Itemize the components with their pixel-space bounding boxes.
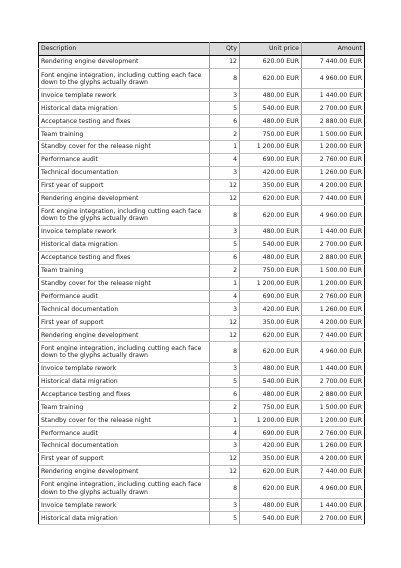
table-row — [39, 205, 365, 226]
cell-amount: 4 960.00 EUR — [302, 68, 365, 89]
cell-amount: 1 440.00 EUR — [302, 226, 365, 239]
line-items-table — [38, 42, 365, 525]
cell-unit-price: 750.00 EUR — [240, 128, 302, 141]
cell-qty: 3 — [210, 89, 240, 102]
table-row — [39, 290, 365, 303]
cell-unit-price: 750.00 EUR — [240, 264, 302, 277]
cell-qty: 3 — [210, 362, 240, 375]
cell-qty: 12 — [210, 452, 240, 465]
cell-description: Rendering engine development — [39, 465, 210, 478]
cell-unit-price: 620.00 EUR — [240, 342, 302, 363]
cell-description: Team training — [39, 128, 210, 141]
cell-qty: 5 — [210, 512, 240, 525]
cell-amount: 2 880.00 EUR — [302, 115, 365, 128]
table-row — [39, 226, 365, 239]
column-header-amount: Amount — [302, 43, 365, 56]
table-row — [39, 264, 365, 277]
cell-qty: 6 — [210, 251, 240, 264]
cell-qty: 2 — [210, 264, 240, 277]
cell-unit-price: 1 200.00 EUR — [240, 414, 302, 427]
table-body — [39, 56, 365, 525]
cell-qty: 1 — [210, 141, 240, 154]
cell-amount: 4 960.00 EUR — [302, 205, 365, 226]
cell-description: First year of support — [39, 179, 210, 192]
cell-qty: 12 — [210, 192, 240, 205]
cell-description: Technical documentation — [39, 166, 210, 179]
table-row — [39, 401, 365, 414]
table-row — [39, 277, 365, 290]
table-row — [39, 56, 365, 69]
cell-unit-price: 690.00 EUR — [240, 427, 302, 440]
cell-unit-price: 750.00 EUR — [240, 401, 302, 414]
cell-unit-price: 350.00 EUR — [240, 316, 302, 329]
cell-unit-price: 690.00 EUR — [240, 290, 302, 303]
cell-amount: 2 700.00 EUR — [302, 238, 365, 251]
cell-amount: 2 700.00 EUR — [302, 512, 365, 525]
cell-description: Historical data migration — [39, 102, 210, 115]
table-row — [39, 452, 365, 465]
cell-description: Invoice template rework — [39, 499, 210, 512]
cell-amount: 4 200.00 EUR — [302, 179, 365, 192]
table-row — [39, 316, 365, 329]
cell-qty: 3 — [210, 226, 240, 239]
table-row — [39, 251, 365, 264]
cell-unit-price: 620.00 EUR — [240, 68, 302, 89]
cell-qty: 6 — [210, 388, 240, 401]
table-row — [39, 478, 365, 499]
table-row — [39, 512, 365, 525]
cell-unit-price: 480.00 EUR — [240, 115, 302, 128]
cell-unit-price: 350.00 EUR — [240, 179, 302, 192]
cell-unit-price: 420.00 EUR — [240, 303, 302, 316]
cell-description: Standby cover for the release night — [39, 277, 210, 290]
cell-unit-price: 350.00 EUR — [240, 452, 302, 465]
cell-description: Invoice template rework — [39, 226, 210, 239]
cell-unit-price: 420.00 EUR — [240, 440, 302, 453]
cell-description: Rendering engine development — [39, 192, 210, 205]
cell-amount: 1 440.00 EUR — [302, 89, 365, 102]
cell-unit-price: 1 200.00 EUR — [240, 141, 302, 154]
cell-description: Team training — [39, 264, 210, 277]
cell-amount: 1 200.00 EUR — [302, 414, 365, 427]
table-row — [39, 329, 365, 342]
cell-description: Performance audit — [39, 153, 210, 166]
column-header-description: Description — [39, 43, 210, 56]
table-row — [39, 102, 365, 115]
cell-amount: 1 260.00 EUR — [302, 440, 365, 453]
cell-amount: 2 760.00 EUR — [302, 427, 365, 440]
cell-qty: 12 — [210, 316, 240, 329]
cell-amount: 7 440.00 EUR — [302, 329, 365, 342]
cell-unit-price: 480.00 EUR — [240, 388, 302, 401]
cell-unit-price: 620.00 EUR — [240, 465, 302, 478]
table-row — [39, 375, 365, 388]
table-row — [39, 499, 365, 512]
table-row — [39, 141, 365, 154]
cell-description: Historical data migration — [39, 238, 210, 251]
cell-qty: 8 — [210, 205, 240, 226]
cell-amount: 4 960.00 EUR — [302, 342, 365, 363]
cell-amount: 1 260.00 EUR — [302, 166, 365, 179]
cell-description: Acceptance testing and fixes — [39, 388, 210, 401]
cell-amount: 2 700.00 EUR — [302, 375, 365, 388]
cell-amount: 1 440.00 EUR — [302, 499, 365, 512]
cell-unit-price: 620.00 EUR — [240, 192, 302, 205]
table-row — [39, 166, 365, 179]
cell-description: Font engine integration, including cutting each face down to the glyphs actually drawn — [39, 478, 210, 499]
cell-amount: 2 880.00 EUR — [302, 251, 365, 264]
table-row — [39, 414, 365, 427]
cell-amount: 1 500.00 EUR — [302, 264, 365, 277]
table-row — [39, 192, 365, 205]
cell-qty: 3 — [210, 499, 240, 512]
cell-qty: 2 — [210, 128, 240, 141]
cell-unit-price: 620.00 EUR — [240, 329, 302, 342]
cell-unit-price: 1 200.00 EUR — [240, 277, 302, 290]
cell-unit-price: 480.00 EUR — [240, 89, 302, 102]
cell-qty: 3 — [210, 303, 240, 316]
cell-description: First year of support — [39, 316, 210, 329]
cell-qty: 4 — [210, 427, 240, 440]
table-row — [39, 68, 365, 89]
cell-qty: 8 — [210, 478, 240, 499]
cell-description: Invoice template rework — [39, 362, 210, 375]
cell-amount: 7 440.00 EUR — [302, 56, 365, 69]
table-row — [39, 465, 365, 478]
cell-amount: 4 960.00 EUR — [302, 478, 365, 499]
cell-description: Rendering engine development — [39, 329, 210, 342]
cell-amount: 1 200.00 EUR — [302, 141, 365, 154]
cell-amount: 1 440.00 EUR — [302, 362, 365, 375]
cell-description: Team training — [39, 401, 210, 414]
cell-unit-price: 540.00 EUR — [240, 375, 302, 388]
table-header-row — [39, 43, 365, 56]
cell-amount: 4 200.00 EUR — [302, 452, 365, 465]
cell-description: Standby cover for the release night — [39, 141, 210, 154]
cell-qty: 3 — [210, 166, 240, 179]
cell-amount: 2 700.00 EUR — [302, 102, 365, 115]
cell-unit-price: 540.00 EUR — [240, 238, 302, 251]
cell-unit-price: 690.00 EUR — [240, 153, 302, 166]
cell-description: Standby cover for the release night — [39, 414, 210, 427]
table-row — [39, 303, 365, 316]
cell-description: Font engine integration, including cutting each face down to the glyphs actually drawn — [39, 68, 210, 89]
cell-unit-price: 540.00 EUR — [240, 102, 302, 115]
cell-description: Font engine integration, including cutting each face down to the glyphs actually drawn — [39, 205, 210, 226]
cell-unit-price: 620.00 EUR — [240, 478, 302, 499]
table-row — [39, 388, 365, 401]
cell-description: Acceptance testing and fixes — [39, 115, 210, 128]
cell-qty: 3 — [210, 440, 240, 453]
cell-qty: 8 — [210, 68, 240, 89]
cell-description: First year of support — [39, 452, 210, 465]
table-row — [39, 153, 365, 166]
table-row — [39, 179, 365, 192]
cell-amount: 7 440.00 EUR — [302, 192, 365, 205]
cell-qty: 5 — [210, 375, 240, 388]
cell-description: Historical data migration — [39, 375, 210, 388]
table-row — [39, 427, 365, 440]
cell-unit-price: 480.00 EUR — [240, 226, 302, 239]
table-row — [39, 342, 365, 363]
cell-description: Acceptance testing and fixes — [39, 251, 210, 264]
cell-description: Rendering engine development — [39, 56, 210, 69]
cell-unit-price: 620.00 EUR — [240, 205, 302, 226]
table-row — [39, 238, 365, 251]
cell-qty: 12 — [210, 329, 240, 342]
cell-amount: 4 200.00 EUR — [302, 316, 365, 329]
cell-unit-price: 620.00 EUR — [240, 56, 302, 69]
cell-qty: 12 — [210, 56, 240, 69]
cell-qty: 1 — [210, 414, 240, 427]
cell-amount: 2 760.00 EUR — [302, 290, 365, 303]
cell-qty: 12 — [210, 179, 240, 192]
cell-unit-price: 480.00 EUR — [240, 251, 302, 264]
table-row — [39, 362, 365, 375]
cell-unit-price: 480.00 EUR — [240, 362, 302, 375]
cell-amount: 1 200.00 EUR — [302, 277, 365, 290]
cell-unit-price: 540.00 EUR — [240, 512, 302, 525]
cell-description: Font engine integration, including cutting each face down to the glyphs actually drawn — [39, 342, 210, 363]
column-header-unit-price: Unit price — [240, 43, 302, 56]
cell-qty: 4 — [210, 290, 240, 303]
column-header-qty: Qty — [210, 43, 240, 56]
cell-description: Historical data migration — [39, 512, 210, 525]
cell-description: Technical documentation — [39, 303, 210, 316]
cell-qty: 8 — [210, 342, 240, 363]
cell-amount: 1 500.00 EUR — [302, 401, 365, 414]
table-row — [39, 128, 365, 141]
cell-unit-price: 480.00 EUR — [240, 499, 302, 512]
cell-qty: 5 — [210, 238, 240, 251]
table-row — [39, 115, 365, 128]
cell-qty: 2 — [210, 401, 240, 414]
cell-qty: 4 — [210, 153, 240, 166]
cell-description: Performance audit — [39, 427, 210, 440]
cell-qty: 12 — [210, 465, 240, 478]
cell-qty: 5 — [210, 102, 240, 115]
cell-amount: 7 440.00 EUR — [302, 465, 365, 478]
cell-description: Technical documentation — [39, 440, 210, 453]
cell-unit-price: 420.00 EUR — [240, 166, 302, 179]
table-row — [39, 440, 365, 453]
cell-amount: 2 760.00 EUR — [302, 153, 365, 166]
cell-qty: 1 — [210, 277, 240, 290]
cell-qty: 6 — [210, 115, 240, 128]
invoice-page — [38, 42, 364, 525]
cell-description: Invoice template rework — [39, 89, 210, 102]
cell-description: Performance audit — [39, 290, 210, 303]
cell-amount: 2 880.00 EUR — [302, 388, 365, 401]
table-row — [39, 89, 365, 102]
cell-amount: 1 260.00 EUR — [302, 303, 365, 316]
cell-amount: 1 500.00 EUR — [302, 128, 365, 141]
